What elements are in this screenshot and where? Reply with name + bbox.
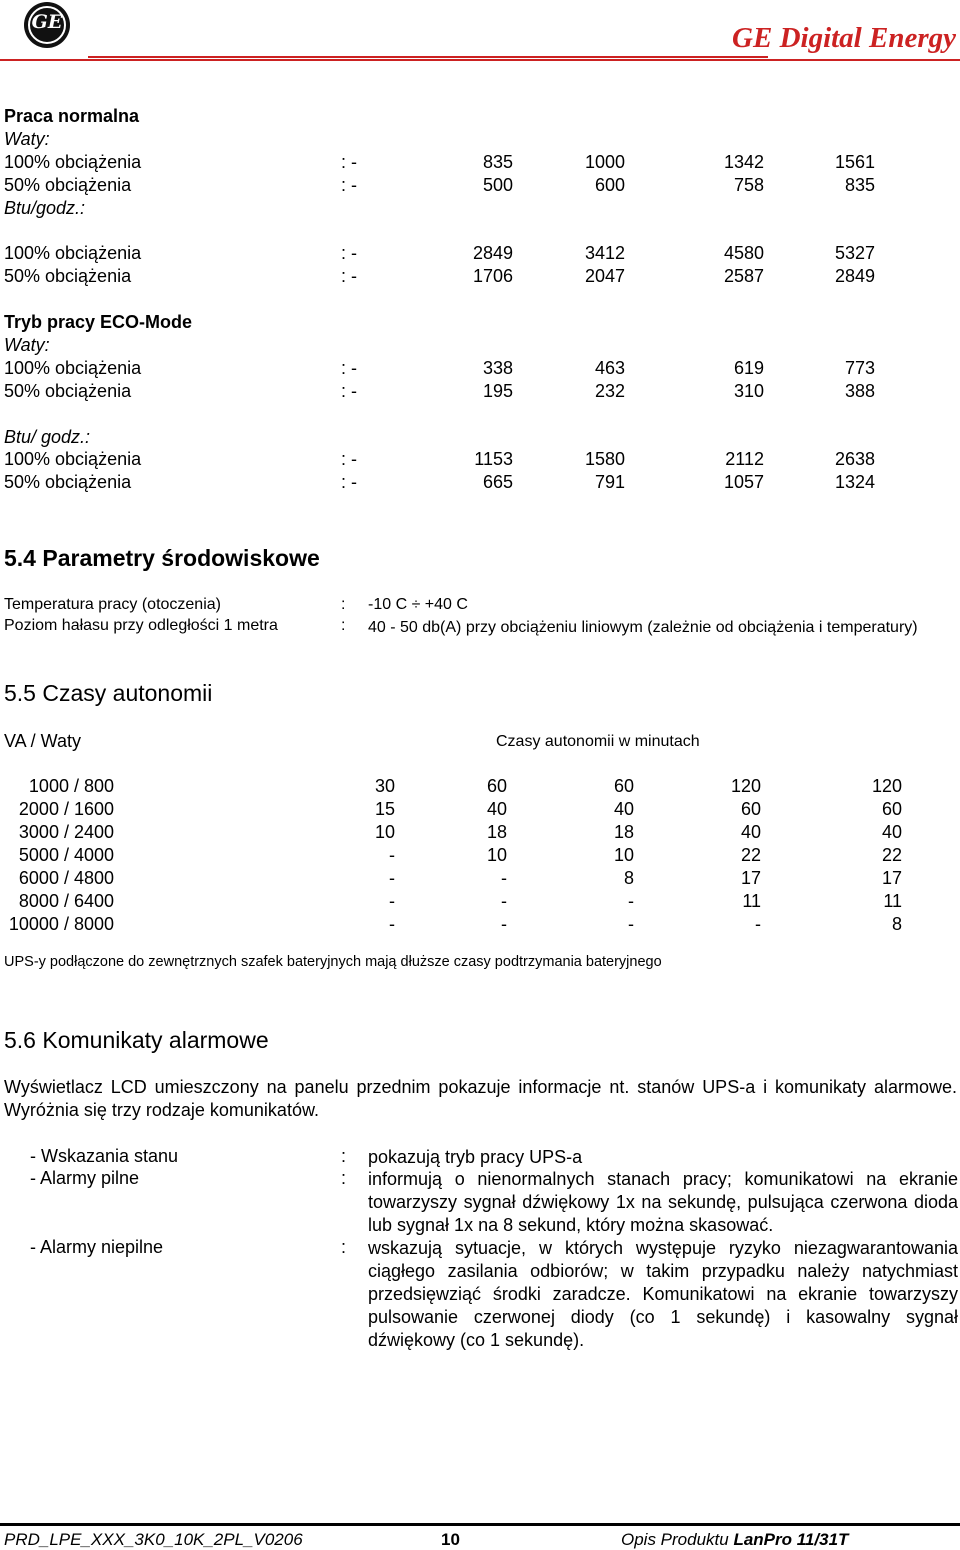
autonomy-time-cell: 40 — [740, 822, 761, 842]
power-unit-label: Btu/godz.: — [4, 198, 86, 218]
power-value: 1561 — [834, 152, 875, 172]
autonomy-time-cell: 10 — [486, 845, 507, 865]
colon: : — [341, 617, 346, 634]
power-value: 2112 — [725, 449, 764, 469]
va-watts-label: VA / Waty — [4, 731, 82, 751]
load-label: 50% obciążenia — [4, 175, 132, 195]
autonomy-note: UPS-y podłączone do zewnętrznych szafek bateryjnych mają dłuższe czasy podtrzymania bateryjnego — [4, 954, 662, 970]
colon: : — [341, 596, 346, 613]
power-value: 338 — [482, 358, 513, 378]
power-value: 232 — [594, 381, 625, 401]
power-value: 4580 — [723, 243, 764, 263]
brand-title: GE Digital Energy — [732, 22, 956, 54]
autonomy-time-cell: 22 — [881, 845, 902, 865]
power-value: 600 — [594, 175, 625, 195]
noise-value: 40 - 50 db(A) przy obciążeniu liniowym (zależnie od obciążenia i temperatury) — [368, 619, 918, 636]
separator: : - — [341, 266, 357, 286]
power-unit-label: Waty: — [4, 335, 50, 355]
power-value: 500 — [482, 175, 513, 195]
separator: : - — [341, 449, 357, 469]
section-heading-alarms: 5.6 Komunikaty alarmowe — [4, 1027, 269, 1053]
autonomy-time-cell: 17 — [881, 868, 902, 888]
power-value: 665 — [482, 472, 513, 492]
power-value: 463 — [594, 358, 625, 378]
separator: : - — [341, 243, 357, 263]
autonomy-time-cell: 8 — [891, 914, 902, 934]
power-value: 1324 — [834, 472, 875, 492]
autonomy-time-cell: - — [628, 891, 634, 911]
power-value: 835 — [482, 152, 513, 172]
autonomy-va-cell: 5000 / 4000 — [18, 845, 114, 865]
load-label: 50% obciążenia — [4, 381, 132, 401]
autonomy-va-cell: 10000 / 8000 — [8, 914, 114, 934]
alarm-type-label: - Wskazania stanu — [30, 1146, 179, 1166]
power-value: 1057 — [723, 472, 764, 492]
autonomy-time-cell: 22 — [740, 845, 761, 865]
power-value: 1706 — [472, 266, 513, 286]
load-label: 100% obciążenia — [4, 243, 142, 263]
power-value: 758 — [733, 175, 764, 195]
autonomy-time-cell: - — [389, 845, 395, 865]
power-value: 310 — [733, 381, 764, 401]
load-label: 100% obciążenia — [4, 449, 142, 469]
autonomy-time-cell: 15 — [374, 799, 395, 819]
autonomy-time-cell: 40 — [881, 822, 902, 842]
autonomy-time-cell: 18 — [486, 822, 507, 842]
footer-product — [621, 1530, 848, 1550]
temperature-value: -10 C ÷ +40 C — [368, 596, 468, 613]
colon: : — [341, 1237, 347, 1257]
power-value: 773 — [844, 358, 875, 378]
alarm-type-label: - Alarmy pilne — [30, 1168, 140, 1188]
autonomy-va-cell: 8000 / 6400 — [18, 891, 114, 911]
autonomy-va-cell: 2000 / 1600 — [18, 799, 114, 819]
load-label: 50% obciążenia — [4, 266, 132, 286]
header-rule — [88, 56, 768, 58]
autonomy-time-cell: 60 — [486, 776, 507, 796]
power-value: 835 — [844, 175, 875, 195]
separator: : - — [341, 381, 357, 401]
separator: : - — [341, 472, 357, 492]
power-value: 1153 — [474, 449, 513, 469]
power-value: 1342 — [723, 152, 764, 172]
power-value: 791 — [594, 472, 625, 492]
power-value: 5327 — [834, 243, 875, 263]
autonomy-time-cell: - — [389, 868, 395, 888]
power-value: 3412 — [584, 243, 625, 263]
footer-page-number: 10 — [441, 1530, 460, 1549]
autonomy-time-cell: - — [501, 868, 507, 888]
autonomy-time-cell: - — [628, 914, 634, 934]
autonomy-time-cell: - — [501, 891, 507, 911]
autonomy-time-cell: 10 — [374, 822, 395, 842]
power-value: 2849 — [472, 243, 513, 263]
autonomy-va-cell: 3000 / 2400 — [18, 822, 114, 842]
autonomy-time-cell: 120 — [871, 776, 902, 796]
power-value: 195 — [482, 381, 513, 401]
alarm-description: pokazują tryb pracy UPS-a — [368, 1147, 583, 1167]
alarms-intro: Wyświetlacz LCD umieszczony na panelu przednim pokazuje informacje nt. stanów UPS-a i komunikaty alarmowe. Wyróżnia się trzy rodzaje komunikatów. — [4, 1077, 957, 1120]
autonomy-time-cell: 10 — [613, 845, 634, 865]
autonomy-time-cell: 18 — [613, 822, 634, 842]
autonomy-time-cell: - — [501, 914, 507, 934]
power-unit-label: Btu/ godz.: — [4, 427, 91, 447]
load-label: 100% obciążenia — [4, 152, 142, 172]
alarm-description: wskazują sytuacje, w których występuje ryzyko niezagwarantowania ciągłego zasilania odbiorów; w takim przypadku należy natychmiast przedsięwziąć środki zaradcze. Komunikatowi na ekranie towarzyszy pulsowanie czerwonej diody (co 1 sekundę) i kasowalny sygnał dźwiękowy (co 1 sekundę). — [368, 1238, 958, 1350]
alarm-description: informują o nienormalnych stanach pracy; komunikatowi na ekranie towarzyszy sygnał dźwiękowy 1x na sekundę, pulsująca czerwona dioda lub sygnał 1x na 8 sekund, który można skasować. — [368, 1169, 958, 1235]
power-value: 2849 — [834, 266, 875, 286]
colon: : — [341, 1146, 347, 1166]
power-value: 619 — [733, 358, 764, 378]
autonomy-time-cell: - — [755, 914, 761, 934]
separator: : - — [341, 358, 357, 378]
autonomy-time-cell: 40 — [613, 799, 634, 819]
separator: : - — [341, 175, 357, 195]
autonomy-minutes-label: Czasy autonomii w minutach — [496, 733, 700, 750]
footer-product-name: LanPro 11/31T — [733, 1530, 849, 1549]
power-block-title: Tryb pracy ECO-Mode — [4, 312, 193, 332]
power-value: 1000 — [584, 152, 625, 172]
load-label: 50% obciążenia — [4, 472, 132, 492]
power-value: 2638 — [834, 449, 875, 469]
autonomy-time-cell: - — [389, 914, 395, 934]
autonomy-va-cell: 1000 / 800 — [28, 776, 114, 796]
autonomy-time-cell: 17 — [740, 868, 761, 888]
autonomy-va-cell: 6000 / 4800 — [18, 868, 114, 888]
footer-rule — [0, 1523, 960, 1526]
autonomy-time-cell: 30 — [374, 776, 395, 796]
alarm-type-label: - Alarmy niepilne — [30, 1237, 164, 1257]
footer-desc-prefix: Opis Produktu — [621, 1530, 734, 1549]
autonomy-time-cell: 8 — [623, 868, 634, 888]
power-value: 1580 — [584, 449, 625, 469]
power-value: 388 — [844, 381, 875, 401]
autonomy-time-cell: - — [389, 891, 395, 911]
ge-logo: GE — [24, 2, 70, 48]
power-block-title: Praca normalna — [4, 106, 140, 126]
autonomy-time-cell: 120 — [730, 776, 761, 796]
temperature-label: Temperatura pracy (otoczenia) — [4, 596, 221, 613]
autonomy-time-cell: 60 — [740, 799, 761, 819]
autonomy-time-cell: 40 — [486, 799, 507, 819]
header-rule-2 — [0, 59, 960, 61]
colon: : — [341, 1168, 347, 1188]
autonomy-time-cell: 11 — [883, 891, 902, 911]
noise-label: Poziom hałasu przy odległości 1 metra — [4, 617, 278, 634]
section-heading-autonomy: 5.5 Czasy autonomii — [4, 680, 213, 706]
autonomy-time-cell: 60 — [881, 799, 902, 819]
autonomy-time-cell: 11 — [742, 891, 761, 911]
power-unit-label: Waty: — [4, 129, 50, 149]
power-value: 2587 — [723, 266, 764, 286]
power-value: 2047 — [584, 266, 625, 286]
autonomy-time-cell: 60 — [613, 776, 634, 796]
separator: : - — [341, 152, 357, 172]
section-heading-environment: 5.4 Parametry środowiskowe — [4, 545, 320, 571]
footer-doc-id: PRD_LPE_XXX_3K0_10K_2PL_V0206 — [4, 1530, 303, 1549]
load-label: 100% obciążenia — [4, 358, 142, 378]
